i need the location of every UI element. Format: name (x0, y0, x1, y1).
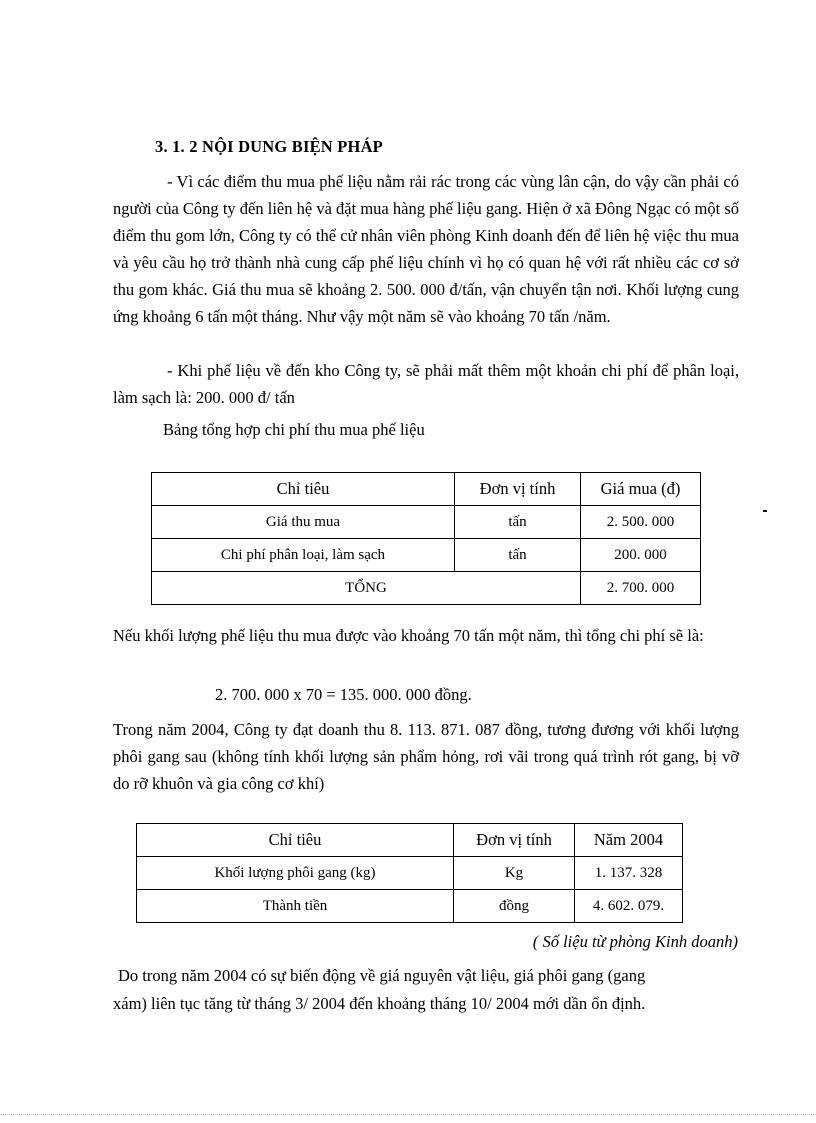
table-cell: Kg (454, 857, 575, 890)
table-header-row (137, 824, 683, 857)
table-total-label: TỔNG (152, 572, 581, 605)
table-header-cell: Năm 2004 (575, 824, 683, 857)
paragraph-price-fluctuation-line-2: xám) liên tục tăng từ tháng 3/ 2004 đến khoảng tháng 10/ 2004 mới dần ổn định. (113, 994, 646, 1013)
table-row (152, 539, 701, 572)
table-header-cell: Giá mua (đ) (581, 473, 701, 506)
table-cell: đồng (454, 890, 575, 923)
cost-summary-table (151, 472, 701, 605)
table1-caption: Bảng tổng hợp chi phí thu mua phế liệu (163, 420, 425, 439)
table-row (137, 857, 683, 890)
paragraph-cleaning-cost: - Khi phế liệu về đến kho Công ty, sẽ phải mất thêm một khoản chi phí để phân loại, làm sạch là: 200. 000 đ/ tấn (113, 361, 739, 407)
table-row (152, 506, 701, 539)
table-cell: Giá thu mua (152, 506, 455, 539)
table-header-cell: Đơn vị tính (455, 473, 581, 506)
source-note: ( Số liệu từ phòng Kinh doanh) (532, 932, 738, 951)
paragraph-price-fluctuation-line-1: Do trong năm 2004 có sự biến động về giá nguyên vật liệu, giá phôi gang (gang (118, 966, 646, 985)
table-cell: Khối lượng phôi gang (kg) (137, 857, 454, 890)
table-cell: Thành tiền (137, 890, 454, 923)
table-cell: 200. 000 (581, 539, 701, 572)
table-total-value: 2. 700. 000 (581, 572, 701, 605)
table-row (137, 890, 683, 923)
table-header-cell: Chỉ tiêu (152, 473, 455, 506)
paragraph-total-cost: Nếu khối lượng phế liệu thu mua được vào khoảng 70 tấn một năm, thì tổng chi phí sẽ là: (113, 626, 704, 645)
table-header-cell: Chỉ tiêu (137, 824, 454, 857)
table-header-row (152, 473, 701, 506)
cost-formula: 2. 700. 000 x 70 = 135. 000. 000 đồng. (215, 685, 472, 704)
table-cell: 1. 137. 328 (575, 857, 683, 890)
table-cell: tấn (455, 539, 581, 572)
stray-mark (763, 510, 767, 512)
paragraph-revenue-2004: Trong năm 2004, Công ty đạt doanh thu 8. 113. 871. 087 đồng, tương đương với khối lượng phôi gang sau (không tính khối lượng sản phẩm hỏng, rơi vãi trong quá trình rót gang, bị vỡ do rỡ khuôn và gia công cơ khí) (113, 720, 739, 793)
table-total-row (152, 572, 701, 605)
paragraph-collection-method: - Vì các điểm thu mua phế liệu nằm rải rác trong các vùng lân cận, do vậy cần phải có người của Công ty đến liên hệ và đặt mua hàng phế liệu gang. Hiện ở xã Đông Ngạc có một số điểm thu gom lớn, Công ty có thể cử nhân viên phòng Kinh doanh đến để liên hệ việc thu mua và yêu cầu họ trở thành nhà cung cấp phế liệu chính vì họ có quan hệ với rất nhiều các cơ sở thu gom khác. Giá thu mua sẽ khoảng 2. 500. 000 đ/tấn, vận chuyển tận nơi. Khối lượng cung ứng khoảng 6 tấn một tháng. Như vậy một năm sẽ vào khoảng 70 tấn /năm. (113, 172, 739, 326)
table-cell: 2. 500. 000 (581, 506, 701, 539)
section-heading: 3. 1. 2 NỘI DUNG BIỆN PHÁP (155, 137, 383, 156)
table-cell: 4. 602. 079. (575, 890, 683, 923)
production-volume-table (136, 823, 683, 923)
table-cell: tấn (455, 506, 581, 539)
page-footer-rule (0, 1114, 816, 1115)
table-header-cell: Đơn vị tính (454, 824, 575, 857)
table-cell: Chi phí phân loại, làm sạch (152, 539, 455, 572)
